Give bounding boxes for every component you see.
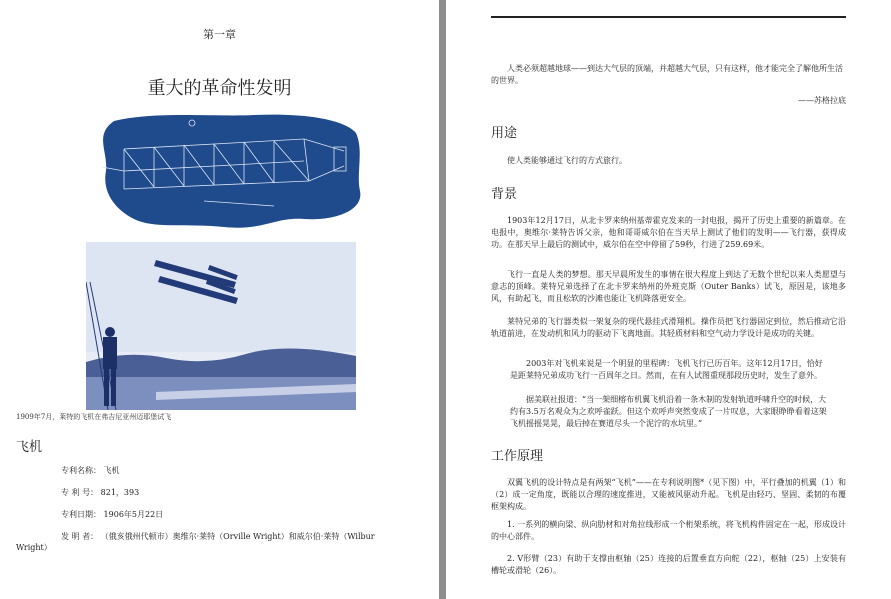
- page-gutter: [439, 0, 446, 599]
- field-value: （俄亥俄州代顿市）奥维尔·莱特（Orville Wright）和威尔伯·莱特（Wilbur Wright）: [16, 532, 375, 552]
- field-label: 专利名称：: [61, 466, 101, 475]
- patent-blueprint-image: [94, 111, 364, 231]
- field-label: 发 明 者：: [61, 532, 99, 541]
- background-paragraph: 飞行一直是人类的梦想。那天早晨所发生的事情在很大程度上到达了无数个世纪以来人类愿望与意志的顶峰。莱特兄弟选择了在北卡罗来纳州的外班克斯（Outer Banks）试飞，原因是，该地多风，有助起飞，而且松软的沙滩也能让飞机降落更安全。: [491, 270, 846, 303]
- patent-field-name: [16, 465, 388, 476]
- section-heading-background: 背景: [491, 187, 518, 202]
- inset-paragraph: 2003年对飞机来说是一个明显的里程碑：飞机飞行已历百年。这年12月17日，恰好是距莱特兄弟成功飞行一百周年之日。然而，在有人试图重现那段历史时，发生了意外。: [510, 359, 823, 380]
- patent-field-inventor: [16, 531, 388, 553]
- top-rule: [491, 16, 846, 18]
- section-heading-principle: 工作原理: [491, 449, 544, 464]
- field-label: 专利日期：: [61, 510, 101, 519]
- field-value: 1906年5月22日: [103, 510, 164, 519]
- flight-photo: [86, 242, 356, 410]
- field-value: 飞机: [103, 466, 120, 475]
- patent-field-number: [16, 487, 388, 498]
- patent-field-date: [16, 509, 388, 520]
- photo-caption: 1909年7月，莱特的飞机在弗吉尼亚州迈耶堡试飞: [16, 413, 172, 421]
- background-paragraph: 1903年12月17日，从北卡罗来纳州基蒂霍克发来的一封电报，揭开了历史上重要的新篇章。在电报中，奥维尔·莱特告诉父亲，他和哥哥威尔伯在当天早上测试了他们的发明——飞行器，获得成功。在那天早上最后的测试中，威尔伯在空中停留了59秒，行进了259.69米。: [491, 216, 846, 249]
- epigraph-attribution: ——苏格拉底: [798, 96, 846, 105]
- field-label: 专 利 号：: [61, 488, 99, 497]
- use-text: 使人类能够通过飞行的方式旅行。: [507, 156, 627, 165]
- left-page: [0, 0, 439, 599]
- epigraph-quote: 人类必须超越地球——到达大气层的顶端，并超越大气层，只有这样，他才能完全了解他所生活的世界。: [491, 64, 843, 85]
- chapter-title: 重大的革命性发明: [147, 78, 292, 99]
- field-value: 821，393: [100, 488, 140, 497]
- principle-paragraph: 1. 一系列的横向梁、纵向肋材和对角拉线形成一个桁架系统，将飞机构件固定在一起，形成设计的中心部件。: [491, 520, 846, 541]
- chapter-label: 第一章: [203, 28, 236, 41]
- right-page: [446, 0, 891, 599]
- inset-paragraph: 据美联社报道：“当一架细榕布机翼飞机沿着一条木制的发射轨道呼啸升空的时候，大约有3.5万名观众为之欢呼雀跃。但这个欢呼声突然变成了一片叹息，大家眼睁睁看着这架飞机摇摇晃晃，最后掉在赛道尽头一个泥泞的水坑里。”: [510, 395, 827, 428]
- principle-paragraph: 双翼飞机的设计特点是有两架“飞机”——在专利说明图*（见下图）中，平行叠加的机翼（1）和（2）成一定角度，既能以合理的速度推进，又能被风驱动升起。飞机是由轻巧、坚固、柔韧的布覆框架构成。: [491, 478, 846, 511]
- section-heading-use: 用途: [491, 126, 518, 141]
- background-paragraph: 莱特兄弟的飞行器类似一架复杂的现代悬挂式滑翔机。操作员把飞行器固定到位，然后推动它沿轨道前进，在发动机和风力的驱动下飞离地面。其轻质材料和空气动力学设计是成功的关键。: [491, 317, 846, 338]
- section-heading-airplane: 飞机: [16, 440, 43, 455]
- principle-paragraph: 2. V形臂（23）有助于支撑由枢轴（25）连接的后置垂直方向舵（22），枢轴（25）上安装有槽轮或滑轮（26）。: [491, 554, 846, 575]
- patent-fields: [16, 465, 388, 564]
